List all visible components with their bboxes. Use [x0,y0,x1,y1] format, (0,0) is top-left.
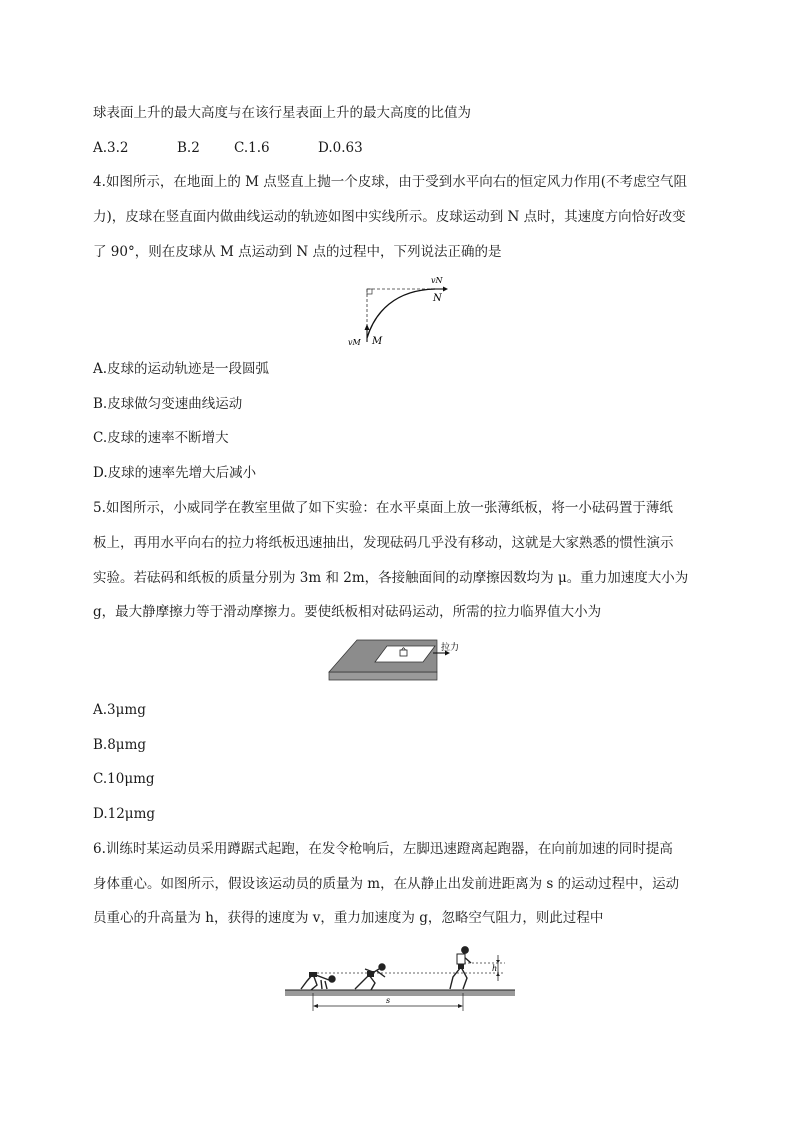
m-point-label: M [372,336,383,347]
h-arrow-top [496,960,500,963]
q5-line-3: 实验。若砝码和纸板的质量分别为 3m 和 2m，各接触面间的动摩擦因数均为 μ。重力加速度大小为 [93,570,689,586]
q5-option-d: D.12μmg [93,806,156,822]
q4-option-b: B.皮球做匀变速曲线运动 [93,396,243,412]
ground-strip [285,990,515,996]
h-arrow-bottom [496,973,500,976]
q3-option-d: D.0.63 [318,140,363,156]
right-angle-mark [367,289,372,294]
vn-label: vN [431,276,443,285]
s-arrow-left [313,1004,318,1008]
q3-option-a: A.3.2 [93,140,129,156]
q5-option-a: A.3μmg [93,702,146,718]
q6-sprint-start-diagram [285,943,515,1018]
vn-arrowhead [443,287,448,292]
q4-line-1: 4.如图所示，在地面上的 M 点竖直上抛一个皮球，由于受到水平向右的恒定风力作用(不考虑空气阻 [93,174,688,190]
q3-options [93,139,363,157]
q4-option-c: C.皮球的速率不断增大 [93,430,229,446]
q5-figure [327,636,472,686]
vm-arrowhead [365,324,370,330]
q4-line-3: 了 90°，则在皮球从 M 点运动到 N 点的过程中，下列说法正确的是 [93,244,502,260]
q3-option-c: C.1.6 [234,140,270,156]
q5-line-1: 5.如图所示，小威同学在教室里做了如下实验：在水平桌面上放一张薄纸板，将一小砝码置于薄纸 [93,500,673,516]
intro-line: 球表面上升的最大高度与在该行星表面上升的最大高度的比值为 [93,105,471,121]
weight-block [400,650,407,656]
q6-figure [285,943,515,1018]
vm-label: vM [348,338,361,347]
q4-option-a: A.皮球的运动轨迹是一段圆弧 [93,361,270,377]
table-side [329,672,437,680]
n-point-label: N [433,293,442,304]
runner-upright [450,947,471,989]
q6-line-2: 身体重心。如图所示，假设该运动员的质量为 m，在从静止出发前进距离为 s 的运动过程中，运动 [93,876,680,892]
q6-line-3: 员重心的升高量为 h，获得的速度为 v，重力加速度为 g，忽略空气阻力，则此过程中 [93,910,604,926]
q5-table-cardboard-diagram [327,636,472,686]
q5-option-b: B.8μmg [93,737,147,753]
q5-option-c: C.10μmg [93,771,155,787]
h-label: h [492,964,498,973]
trajectory-curve [367,289,435,338]
q4-option-d: D.皮球的速率先增大后减小 [93,465,257,481]
q4-figure [345,272,455,352]
s-arrow-right [458,1004,463,1008]
q4-trajectory-diagram [345,272,455,352]
q5-line-4: g，最大静摩擦力等于滑动摩擦力。要使纸板相对砝码运动，所需的拉力临界值大小为 [93,604,602,620]
q3-option-b: B.2 [177,140,200,156]
runner-crouched [301,972,335,990]
q4-line-2: 力)，皮球在竖直面内做曲线运动的轨迹如图中实线所示。皮球运动到 N 点时，其速度方向恰好改变 [93,209,686,225]
pull-force-label: 拉力 [441,643,460,653]
q6-line-1: 6.训练时某运动员采用蹲踞式起跑，在发令枪响后，左脚迅速蹬离起跑器，在向前加速的同时提高 [93,841,673,857]
s-label: s [386,996,391,1005]
runner-rising [355,964,385,990]
q5-line-2: 板上，再用水平向右的拉力将纸板迅速抽出，发现砝码几乎没有移动，这就是大家熟悉的惯性演示 [93,535,674,551]
